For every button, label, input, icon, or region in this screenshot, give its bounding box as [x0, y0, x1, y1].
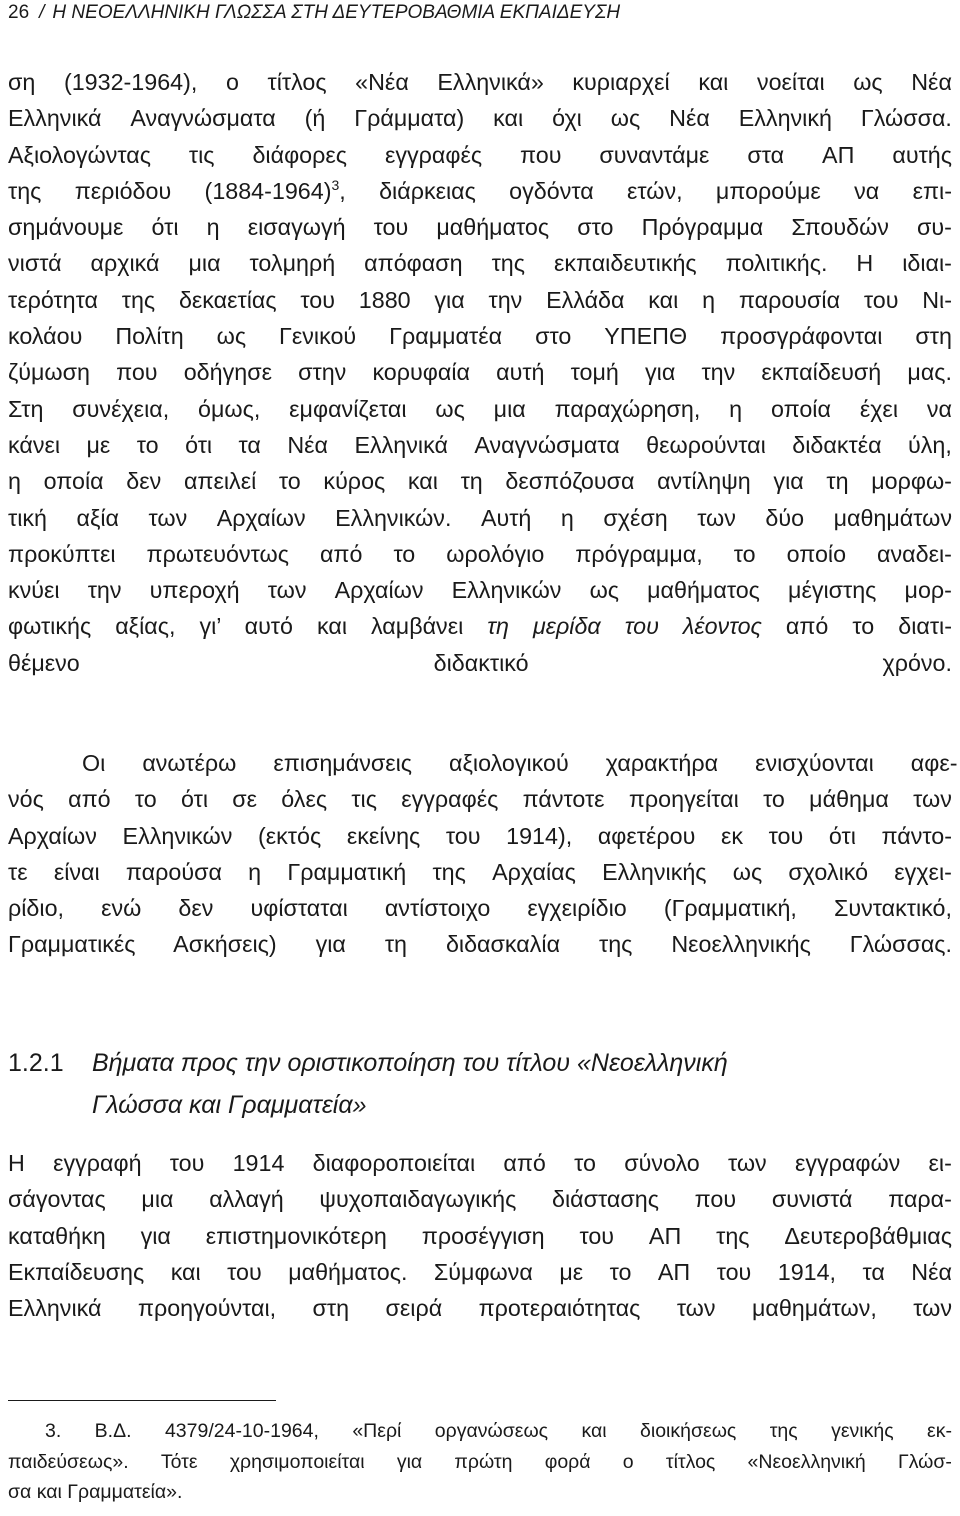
section-title-line-1: Βήματα προς την οριστικοποίηση του τίτλου «Νεοελληνική	[92, 1049, 728, 1077]
text-line: ρίδιο, ενώ δεν υφίσταται αντίστοιχο εγχειρίδιο (Γραμματική, Συντακτικό,	[8, 895, 952, 922]
text-line: Γραμματικές Ασκήσεις) για τη διδασκαλία της Νεοελληνικής Γλώσσας.	[8, 931, 952, 958]
paragraph-2	[8, 745, 958, 963]
text-line: καταθήκη για επιστημονικότερη προσέγγιση του ΑΠ της Δευτεροβάθμιας	[8, 1222, 952, 1249]
footnote-line: σα και Γραμματεία».	[8, 1481, 183, 1503]
text-line: κάνει με το ότι τα Νέα Ελληνικά Αναγνώσματα θεωρούνται διδακτέα ύλη,	[8, 431, 952, 458]
text-line: τερότητα της δεκαετίας του 1880 για την Ελλάδα και η παρουσία του Νι-	[8, 286, 952, 313]
text-line: νός από το ότι σε όλες τις εγγραφές πάντοτε προηγείται το μάθημα των	[8, 786, 952, 813]
text-line: Στη συνέχεια, όμως, εμφανίζεται ως μια παραχώρηση, η οποία έχει να	[8, 395, 952, 422]
text-line: Ελληνικά προηγούνται, στη σειρά προτεραιότητας των μαθημάτων, των	[8, 1295, 952, 1322]
running-title: Η ΝΕΟΕΛΛΗΝΙΚΗ ΓΛΩΣΣΑ ΣΤΗ ΔΕΥΤΕΡΟΒΑΘΜΙΑ ΕΚΠΑΙΔΕΥΣΗ	[52, 2, 621, 23]
text-line: Αρχαίων Ελληνικών (εκτός εκείνης του 1914), αφετέρου εκ του ότι πάντο-	[8, 822, 952, 849]
section-heading	[8, 1042, 728, 1126]
text-line: νιστά αρχικά μια τολμηρή απόφαση της εκπαιδευτικής πολιτικής. Η ιδιαι-	[8, 250, 952, 277]
text-line: Οι ανωτέρω επισημάνσεις αξιολογικού χαρακτήρα ενισχύονται αφε-	[82, 750, 958, 776]
text-line: κολάου Πολίτη ως Γενικού Γραμματέα στο ΥΠΕΠΘ προσγράφονται στη	[8, 323, 952, 350]
text-line: θέμενο διδακτικό χρόνο.	[8, 649, 952, 676]
text-line: φωτικής αξίας, γι’ αυτό και λαμβάνει τη μερίδα του λέοντος από το διατι-	[8, 613, 952, 640]
text-line: Η εγγραφή του 1914 διαφοροποιείται από το σύνολο των εγγραφών ει-	[8, 1150, 952, 1176]
text-line: η οποία δεν απειλεί το κύρος και τη δεσπόζουσα αντίληψη για τη μορφω-	[8, 468, 952, 495]
text-line: κνύει την υπεροχή των Αρχαίων Ελληνικών ως μαθήματος μέγιστης μορ-	[8, 577, 952, 604]
footnote-divider	[8, 1400, 276, 1401]
header-separator: /	[39, 2, 45, 23]
running-header	[8, 0, 620, 26]
text-line: σάγοντας μια αλλαγή ψυχοπαιδαγωγικής διάστασης που συνιστά παρα-	[8, 1186, 952, 1213]
footnote-ref: 3	[331, 177, 340, 194]
footnote-line: 3. Β.Δ. 4379/24-10-1964, «Περί οργανώσεως και διοικήσεως της γενικής εκ-	[45, 1420, 952, 1442]
text-line: τε είναι παρούσα η Γραμματική της Αρχαίας Ελληνικής ως σχολικό εγχει-	[8, 858, 952, 885]
italic-phrase: τη μερίδα του λέοντος	[487, 613, 762, 640]
page-number: 26	[8, 2, 30, 23]
text-line: Εκπαίδευσης και του μαθήματος. Σύμφωνα με το ΑΠ του 1914, τα Νέα	[8, 1258, 952, 1285]
text-line: Αξιολογώντας τις διάφορες εγγραφές που συναντάμε στα ΑΠ αυτής	[8, 141, 952, 168]
text-line: σημάνουμε ότι η εισαγωγή του μαθήματος στο Πρόγραμμα Σπουδών συ-	[8, 214, 952, 241]
paragraph-3	[8, 1145, 952, 1326]
footnote-line: παιδεύσεως». Τότε χρησιμοποιείται για πρώτη φορά ο τίτλος «Νεοελληνική Γλώσ-	[8, 1450, 952, 1473]
text-line: της περιόδου (1884-1964)$^3$, διάρκειας ογδόντα ετών, μπορούμε να επι-	[8, 177, 952, 204]
section-title-line-2: Γλώσσα και Γραμματεία»	[92, 1091, 367, 1119]
text-line: ζύμωση που οδήγησε στην κορυφαία αυτή τομή για την εκπαίδευσή μας.	[8, 359, 952, 386]
footnote	[8, 1416, 952, 1508]
text-line: προκύπτει πρωτευόντως από το ωρολόγιο πρόγραμμα, το οποίο αναδει-	[8, 540, 952, 567]
paragraph-1	[8, 64, 952, 681]
text-line: Ελληνικά Αναγνώσματα (ή Γράμματα) και όχι ως Νέα Ελληνική Γλώσσα.	[8, 105, 952, 132]
text-line: τική αξία των Αρχαίων Ελληνικών. Αυτή η σχέση των δύο μαθημάτων	[8, 504, 952, 531]
section-number: 1.2.1	[8, 1049, 64, 1077]
text-line: ση (1932-1964), ο τίτλος «Νέα Ελληνικά» κυριαρχεί και νοείται ως Νέα	[8, 69, 952, 95]
